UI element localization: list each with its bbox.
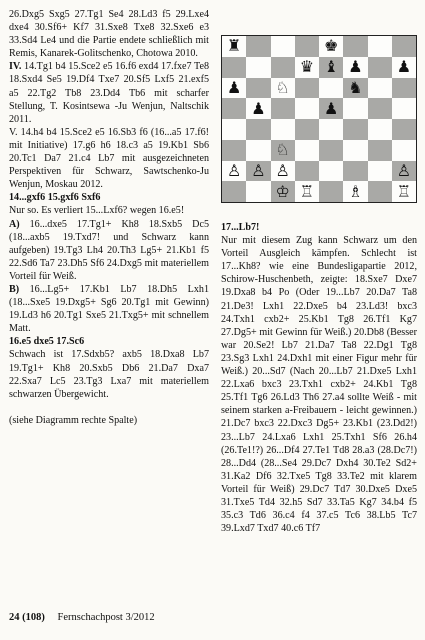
board-square (222, 181, 246, 202)
chess-piece-square: ♘ (271, 78, 295, 99)
board-square (295, 119, 319, 140)
board-square (368, 57, 392, 78)
chess-piece-square: ♚ (319, 36, 343, 57)
board-square (222, 98, 246, 119)
board-square (295, 140, 319, 161)
chess-piece-square: ♝ (319, 57, 343, 78)
chess-piece-square: ♞ (343, 78, 367, 99)
board-square (368, 119, 392, 140)
board-square (392, 36, 416, 57)
board-square (368, 78, 392, 99)
chess-piece-square: ♟ (319, 98, 343, 119)
right-column (221, 221, 417, 535)
variation-v: V. 14.h4 b4 15.Sce2 e5 16.Sb3 f6 (16...a5 17.f6! mit Initiative) 17.g6 h6 18.c3 a5 19.Kb1 Sb6 20.Tc1 Da7 21.c4 Lb7 mit ausgezeichneten Perspektiven für Schwarz, Sawtschenko-Ju Wenjun, Moskau 2012. (9, 126, 209, 191)
variation-a (9, 218, 209, 283)
board-square (343, 98, 367, 119)
board-square (271, 98, 295, 119)
chess-piece-square: ♟ (246, 98, 270, 119)
board-square (319, 161, 343, 182)
board-square (343, 36, 367, 57)
chess-piece-square: ♘ (271, 140, 295, 161)
paragraph: 26.Dxg5 Sxg5 27.Tg1 Se4 28.Ld3 f5 29.Lxe4 dxe4 30.Sf6+ Kf7 31.Sxe8 Txe8 32.Sxe6 e3 33.Sd4 Le4 und die Partie endete schließlich mit Remis, Kanarek-Golitschenko, Chotowa 2010. (9, 9, 209, 60)
board-square (368, 181, 392, 202)
move-heading: 16.e5 dxe5 17.Sc6 (9, 336, 85, 348)
board-square (271, 36, 295, 57)
left-column (9, 8, 209, 427)
board-square (246, 140, 270, 161)
board-square (246, 119, 270, 140)
board-square (271, 119, 295, 140)
board-square (343, 119, 367, 140)
chess-piece-square: ♙ (392, 161, 416, 182)
chess-piece-square: ♛ (295, 57, 319, 78)
variation-text: 16...dxe5 17.Tg1+ Kh8 18.Sxb5 Dc5 (18...axb5 19.Txd7! und Schwarz kann aufgeben) 19.Tg3 Lh4 20.Th3 Lg5+ 21.Kb1 f5 22.Sd6 Ta7 23.Dh5 Sf6 24.Dxg5 mit materiellem Vorteil für Weiß. (9, 218, 209, 282)
page-footer (9, 612, 155, 623)
chess-piece-square: ♟ (392, 57, 416, 78)
variation-label: B) (9, 283, 20, 295)
chess-piece-square: ♔ (271, 181, 295, 202)
board-square (246, 57, 270, 78)
board-square (246, 78, 270, 99)
board-square (295, 98, 319, 119)
variation-label: IV. (9, 61, 22, 73)
board-square (368, 140, 392, 161)
board-square (343, 140, 367, 161)
chess-piece-square: ♖ (295, 181, 319, 202)
board-square (319, 119, 343, 140)
board-square (222, 119, 246, 140)
board-square (295, 78, 319, 99)
board-square (222, 57, 246, 78)
board-square (392, 78, 416, 99)
board-square (368, 36, 392, 57)
board-square (392, 140, 416, 161)
board-square (246, 181, 270, 202)
chess-piece-square: ♟ (222, 78, 246, 99)
chess-diagram (221, 35, 417, 203)
page-number: 24 (108) (9, 612, 45, 623)
magazine-name: Fernschachpost 3/2012 (57, 612, 155, 623)
diagram-reference: (siehe Diagramm rechte Spalte) (9, 414, 138, 426)
chess-board (222, 36, 416, 202)
chess-piece-square: ♙ (271, 161, 295, 182)
chess-piece-square: ♙ (222, 161, 246, 182)
board-square (295, 161, 319, 182)
move-heading: 17...Lb7! (221, 222, 260, 233)
board-square (392, 119, 416, 140)
paragraph: Nur mit diesem Zug kann Schwarz um den Vorteil Ausgleich kämpfen. Schlecht ist 17...Kh8? wie eine Bundesligapartie 2012, Schirow-Huschenbeth, zeigte: 18.Sxe7 Dxe7 19.Dxa8 b4 Po (Oder 19...Lb7 20.Da7 Ta8 21.De3! Lxh1 22.Dxe5 b4 23.Ld3! bxc3 24.Txh1 cxb2+ 25.Kb1 Tg8 26.Tf1 Kg7 27.Dg5+ mit Gewinn für Weiß.) 20.Db8 (Besser war 20.Se2! Lb7 21.Da7 Ta8 22.Dg1 Tg8 23.Sg3 Lxh1 24.Dxh1 mit einer Figur mehr für Weiß.) 20...Sd7 (Nach 20...Lb7 21.Dxe5 Lxh1 22.Lxa6 bxc3 23.Txh1 cxb2+ 24.Kb1 Tg8 25.Tf1 Tg6 26.Ld3 Th6 27.a4 sollte Weiß - mit seinem starken a-Freibauern - leicht gewinnen.) 21.Dc7 bxc3 22.Dxc3 Dg5+ 23.Kb1 (23.Dd2!) 23...Lb7 24.Lxa6 Lxh1 25.Txh1 Sf6 26.h4 (26.Te1!?) 26...Df4 27.Te1 Td8 28.a3 (28.Dc7!) 28...Dd4 (28...Se4 29.Dc7 Dxh4 30.Te2 Sd2+ 31.Ka2 Df6 32.Txe5 Tg8 33.Te2 mit klarem Vorteil für Weiß) 29.Dc7 Td7 30.Dxe5 Dxe5 31.Txe5 Td4 32.h5 Sd7 33.Ta5 Kg7 34.b4 f5 35.c3 Td6 36.c4 f4 37.c5 Tc6 38.Lb5 Tc7 39.Lxd7 Txd7 40.c6 Tf7 (221, 235, 417, 535)
board-square (319, 181, 343, 202)
board-square (368, 161, 392, 182)
board-square (392, 98, 416, 119)
chess-piece-square: ♗ (343, 181, 367, 202)
board-square (368, 98, 392, 119)
board-square (295, 36, 319, 57)
chess-piece-square: ♜ (222, 36, 246, 57)
board-square (222, 140, 246, 161)
paragraph: Schwach ist 17.Sdxb5? axb5 18.Dxa8 Lb7 19.Tg1+ Kh8 20.Sxb5 Db6 21.Da7 Dxa7 22.Sxa7 Lc5 23.Tg3 Lxa7 mit materiellem schwarzen Übergewicht. (9, 349, 209, 400)
variation-iv (9, 60, 209, 125)
variation-label: A) (9, 218, 20, 230)
variation-text: 16...Lg5+ 17.Kb1 Lb7 18.Dh5 Lxh1 (18...Sxe5 19.Dxg5+ Sg6 20.Tg1 mit Gewinn) 19.Ld3 h6 20.Tg1 Sxe5 21.Txg5+ mit schnellem Matt. (9, 283, 209, 335)
chess-piece-square: ♖ (392, 181, 416, 202)
chess-piece-square: ♙ (246, 161, 270, 182)
variation-text: 14.Tg1 b4 15.Sce2 e5 16.f6 exd4 17.fxe7 Te8 18.Sxd4 Se5 19.Df4 Txe7 20.Sf5 Lxf5 21.exf5 a5 22.Tg2 Tb8 23.Dd4 Tb6 mit scharfer Stellung, T. Kosintsewa -Ju Wenjun, Naltschik 2011. (9, 61, 209, 125)
board-square (319, 78, 343, 99)
chess-piece-square: ♟ (343, 57, 367, 78)
board-square (271, 57, 295, 78)
paragraph: Nur so. Es verliert 15...Lxf6? wegen 16.e5! (9, 205, 185, 217)
move-heading: 14...gxf6 15.gxf6 Sxf6 (9, 192, 101, 204)
board-square (319, 140, 343, 161)
board-square (343, 161, 367, 182)
variation-b (9, 283, 209, 335)
board-square (246, 36, 270, 57)
